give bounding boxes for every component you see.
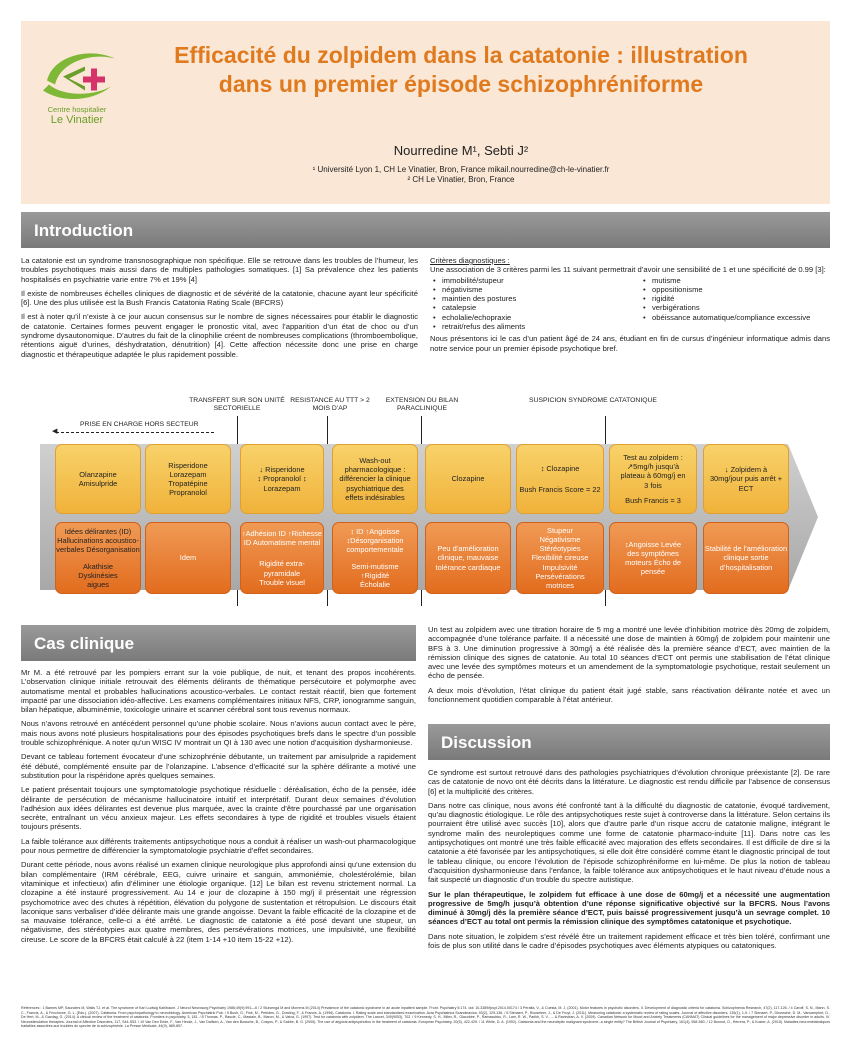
intro-paragraph: La catatonie est un syndrome transnosographique non spécifique. Elle se retrouve dans les troubles de l’humeur, les troubles psychotiques mais aussi dans de multiples pathologies somatiques. [1] Sa prévalence chez les patients hospitalisés en psychiatrie varie entre 7% et 19% [4]: [21, 256, 418, 284]
cas-paragraph: Un test au zolpidem avec une titration horaire de 5 mg a montré une levée d’inhibition motrice dès 20mg de zolpidem, accompagnée d’une tolérance parfaite. Il a nécessité une dose de maintien à 60mg/j de zolpidem pour maintenir une BFS à 3. Une diminution progressive à 30mg/j a été réalisée dès la première séance d’ECT, avec maintien de la rémission clinique des signes de catatonie. Au total 10 séances d’ECT ont permis une stabilisation de l’état clinique avec une levée des symptômes moteurs et un amendement de la symptomatologie psychotique, restait seulement un écho de pensée.: [428, 625, 830, 681]
symptom-box: [516, 522, 604, 594]
section-heading-cas-clinique: Cas clinique: [21, 625, 416, 661]
cas-paragraph: Le patient présentait toujours une symptomatologie psychotique résiduelle : déréalisation, écho de la pensée, idée délirante de persécution de mécanisme hallucinatoire intuitif et interprétatif. Durant deux semaines d’évolution l’adhésion aux idées délirantes est devenue plus marquée, avec la crainte d’être pourchassé par une organisation secrète, entraînant un vécu anxieux majeur. Les effets secondaires à type de rigidité et troubles visuels étaient toujours présents.: [21, 785, 416, 832]
treatment-text: Test au zolpidem : ↗5mg/h jusqu’à plateau à 60mg/j en 3 fois: [620, 452, 686, 490]
intro-paragraph: Il est à noter qu’il n’existe à ce jour aucun consensus sur le nombre de signes nécessaires pour établir le diagnostic de catatonie. Certaines formes peuvent engager le pronostic vital, avec l’apparition d’un état de choc ou d’un syndrome dysautonomique. D’autres du fait de la clinophilie créent de nombreuses complications (thromboembolique, rétentions aiguë d’urines, déshydratation, dénutrition) [4]. Cette affection nécessite donc une prise en charge diagnostic et thérapeutique adaptée le plus rapidement possible.: [21, 312, 418, 359]
authors: Nourredine M¹, Sebti J²: [393, 143, 529, 158]
prise-en-charge-label: PRISE EN CHARGE HORS SECTEUR: [80, 421, 199, 428]
treatment-text: ↓ Risperidone ↕ Propranolol ↕ Lorazepam: [257, 465, 307, 493]
affiliation-2: ² CH Le Vinatier, Bron, France: [407, 175, 515, 184]
poster-header: [21, 21, 830, 204]
criteria-list-right: [640, 276, 820, 332]
symptom-text: ↕ ID ↑Angoisse ↕Désorganisation comportementale: [346, 526, 404, 555]
criteria-item: • catalepsie: [430, 303, 640, 312]
timeline-label: TRANSFERT SUR SON UNITÉ SECTORIELLE: [189, 397, 285, 412]
criteria-item: • oppositionisme: [640, 285, 820, 294]
criteria-item: • retrait/refus des aliments: [430, 322, 640, 331]
symptom-text: Peu d’amélioration clinique, mauvaise tolérance cardiaque: [435, 544, 501, 572]
criteria-item: • verbigérations: [640, 303, 820, 312]
symptom-box: [703, 522, 789, 594]
cas-paragraph: Devant ce tableau fortement évocateur d’une schizophrénie débutante, un traitement par amisulpride a rapidement été débuté, complémenté ensuite par de l’olanzapine. L’absence d’efficacité sur la sphère délirante a motivé une substitution pour la rispéridone après quelques semaines.: [21, 752, 416, 780]
cas-paragraph: Nous n’avons retrouvé en antécédent personnel qu’une phobie scolaire. Nous n’avions aucun contact avec le père, mais nous avons noté plusieurs hospitalisations pour des épisodes psychotiques brefs dans le spectre d’un possible trouble schizophrénique. A noter qu’un WISC IV montrait un QI à 130 avec une notion d’acquisition dysharmonieuse.: [21, 719, 416, 748]
intro-text: [21, 256, 418, 364]
references: Références : 1 Barnes MP, Saunders M, Walls TJ, et al. The syndrome of Karl Ludwig Kahlbaum. J Neurol Neurosurg Psychiatry 1986;49(9):991—6 / 2 Stuivenga M and Morrens M (2014) Prevalence of the catatonic syndrome in an acute inpatient sample. Front. Psychiatry 5:174. doi: 10.3389/fpsyt.2014.00174 / 3 Peralta, V., & Cuesta, M. J. (2001). Motor features in psychotic disorders. II. Development of diagnostic criteria for catatonia. Schizophrenia Research, 47(2), 117-126. / 4 Caroff, S. N., Mann, S. C., Francis, A., & Fricchione, G. L. (Eds.). (2007). Catatonia: From psychopathology to neurobiology. American Psychiatric Pub. / 5 Bush, G., Fink, M., Petrides, G., Dowling, F., & Francis, A. (1996). Catatonia. I. Rating scale and standardized examination. Acta Psychiatrica Scandinavica, 93(2), 129-136. / 6 Sienaert, P., Rooseleer, J., & De Fruyt, J. (2011). Measuring catatonia: a systematic review of rating scales. Journal of affective disorders, 135(1), 1-9. / 7 Sienaert, P., Dhossche, D. M., Vancampfort, D., De Hert, M., & Gazdag, G. (2014). A clinical review of the treatment of catatonia. Frontiers in psychiatry, 5, 181. / 8 Thomas, P., Rascle, C., Mastain, B., Maron, M., & Vaiva, G. (1997). Test for catatonia with zolpidem. The Lancet, 349(9053), 702. / 9 Kennedy, S. H., Milev, R., Giacobbe, P., Ramasubbu, R., Lam, R. W., Parikh, S. V., ... & Ravindran, A. V. (2009). Canadian Network for Mood and Anxiety Treatments (CANMAT) Clinical guidelines for the management of major depressive disorder in adults. IV. Neurostimulation therapies. Journal of Affective Disorders, 117, S44-S53. / 10 Van Den Eede, F., Van Hecke, J., Van Dalfsen, A., Van den Bossche, B., Cosyns, P., & Sabbe, B. G. (2005). The use of atypical antipsychotics in the treatment of catatonia. European Psychiatry, 20(5), 422-429. / 11 White, D. A. (1992). Catatonia and the neuroleptic malignant syndrome--a single entity? The British Journal of Psychiatry, 161(4), 558-560. / 12 Bonnot, O., Herrera, P., & Kuster, A. (2015). Maladies neurométaboliques traitables associées aux troubles du spectre de la schizophrénie. La Presse Médicale, 44(9), 889-897.: [21, 1006, 830, 1029]
criteria-block: [430, 256, 830, 358]
symptom-text: Idées délirantes (ID) Hallucinations acoustico-verbales Désorganisation: [56, 526, 140, 555]
symptom-box: [240, 522, 324, 594]
dashed-arrow: ◀: [56, 432, 214, 433]
treatment-box: [425, 444, 511, 514]
criteria-item: • echolalie/echopraxie: [430, 313, 640, 322]
affiliations: [161, 165, 761, 185]
treatment-text: ↕ Clozapine: [540, 463, 580, 473]
discussion-paragraph: Dans notre cas clinique, nous avons été confronté tant à la difficulté du diagnostic de catatonie, évoqué tardivement, qu’au diagnostic étiologique. Le rôle des antipsychotiques reste sujet à controverse dans la littérature. Selon certains ils pourraient être utilisé avec succès [10], alors que d’autre parle d’un risque accru de catatonie maligne, intégrant le syndrome malin des neuroleptiques comme une forme de catatonie pharmaco-induite [11]. Dans notre cas les antipsychotiques ont montré une très faible efficacité avec majoration des effets secondaires. Il est difficile de dire si la catatonie a été favorisée par les antipsychotiques, si elle doit être considéré comme étant le diagnostic principal de tout le tableau clinique, ou encore l’évolution de l’épisode schizophréniforme en lui-même. De plus la notion de tableau d’acquisition dysharmonieuse dans l’enfance, la faible tolérance aux antipsychotiques et le haut niveau d’étude nous a fait suspecté un diagnostic d’un trouble du spectre autistique.: [428, 800, 830, 885]
prise-en-charge-arrow: [52, 421, 236, 435]
cas-paragraph: Durant cette période, nous avons réalisé un examen clinique neurologique plus approfondi ainsi qu’une extension du bilan complémentaire (IRM cérébrale, EEG, cuivre urinaire et sanguin, ammoniémie, cholestérolémie, bilan vitaminique et infectieux) afin d’éliminer une étiologie organique. [12] Le bilan est revenu strictement normal. La clozapine a été instauré progressivement. Au 14 e jour de clozapine à 150 mg/j il présentait une régression psychomotrice avec des chutes à répétition, élévation du polygone de sustentation et rétropulsion. Le discours était laconique sans verbaliser d’idée délirante mais une grande angoisse. Devant la faible efficacité de la clozapine et de sa mauvaise tolérance, celle-ci a été arrêté. Le diagnostic de catatonie a été posé devant une stupeur, un négativisme, des stéréotypies aux quatre membres, des persévérations motrices, une impulsivité, une flexibilité cireuse. Le score de la BFCRS était calculé à 22 (item 1-14 +10 item 15-22 +12).: [21, 860, 416, 944]
symptom-box: [55, 522, 141, 594]
criteria-title: Critères diagnostiques :: [430, 256, 510, 265]
criteria-item: • immobilité/stupeur: [430, 276, 640, 285]
discussion-paragraph-bold: Sur le plan thérapeutique, le zolpidem fut efficace à une dose de 60mg/j et a nécessité une augmentation progressive de 5mg/h jusqu’à obtention d’une réponse significative objectivé sur la BFCRS. Nous l’avons diminué à 30mg/j dès la première séance d’ECT, puis baissé progressivement jusqu’à un sevrage complet. 10 séances d’ECT au total ont permis la rémission clinique des symptômes catatonique et psychotique.: [428, 889, 830, 927]
poster-title: Efficacité du zolpidem dans la catatonie : illustration dans un premier épisode schizophréniforme: [174, 42, 748, 97]
treatment-text: Olanzapine Amisulpride: [78, 469, 118, 488]
treatment-box: [240, 444, 324, 514]
affiliation-1: ¹ Université Lyon 1, CH Le Vinatier, Bron, France mikail.nourredine@ch-le-vinatier.fr: [312, 165, 610, 174]
treatment-text: Clozapine: [451, 474, 485, 484]
symptom-box: [145, 522, 231, 594]
logo-line2: Le Vinatier: [50, 114, 104, 126]
criteria-intro: Une association de 3 critères parmi les 11 suivant permettrait d’avoir une sensibilité de 1 et une spécificité de 0.99 [3]:: [430, 265, 826, 275]
cas-clinique-text: [21, 668, 416, 949]
case-intro: Nous présentons ici le cas d’un patient âgé de 24 ans, étudiant en fin de cursus d’ingénieur informatique admis dans notre service pour un premier épisode psychotique bref.: [430, 334, 830, 353]
cas-paragraph: A deux mois d’évolution, l’état clinique du patient était jugé stable, sans réactivation délirante notée et avec un fonctionnement quotidien comparable à l’état antérieur.: [428, 685, 830, 705]
treatment-text: ↓ Zolpidem à 30mg/jour puis arrêt + ECT: [709, 465, 783, 493]
treatment-text: Bush Francis = 3: [625, 495, 681, 505]
criteria-item: • rigidité: [640, 294, 820, 303]
cas-paragraph: Mr M. a été retrouvé par les pompiers errant sur la voie publique, de nuit, et tenant des propos incohérents. L’observation clinique initiale retrouvait des éléments délirants de thématique persécutoire et polymorphe avec automatisme mental et probables hallucinations acoustico-verbales. Le contact restait réactif, bien que fortement impacté par une dissociation idéo-affective. Les examens complémentaires initiaux NFS, CRP, ionogramme sanguin, bilan hépatique, albuminémie, toxicologie urinaire et scanner cérébral sont tous revenus normaux.: [21, 668, 416, 715]
discussion-paragraph: Ce syndrome est surtout retrouvé dans des pathologies psychiatriques d’évolution chronique préexistante [2]. De rare cas de catatonie de novo ont été décrits dans la littérature. Le diagnostic est rendu difficile par l’absence de consensus [6] et la multiplicité des critères.: [428, 768, 830, 796]
timeline-label: SUSPICION SYNDROME CATATONIQUE: [529, 397, 657, 404]
criteria-item: • maintien des postures: [430, 294, 640, 303]
treatment-box: [55, 444, 141, 514]
timeline-label: EXTENSION DU BILAN PARACLINIQUE: [385, 397, 459, 412]
discussion-text: [428, 768, 830, 955]
treatment-text: Wash-out pharmacologique : différencier la clinique psychiatrique des effets indésirables: [339, 455, 411, 502]
symptom-text: ↑Adhésion ID ↑Richesse ID Automatisme mental: [241, 528, 323, 548]
cas-paragraph: La faible tolérance aux différents traitements antipsychotique nous a conduit à réaliser un wash-out pharmacologique pour nous permettre de différencier la symptomatologie psychiatrie d’effet secondaires.: [21, 836, 416, 856]
symptom-text: Stabilité de l’amélioration clinique sortie d’hospitalisation: [704, 544, 788, 572]
logo-text: [37, 105, 117, 126]
symptom-box: [425, 522, 511, 594]
discussion-paragraph: Dans note situation, le zolpidem s’est révélé être un traitement rapidement efficace et très bien toléré, confirmant une fois de plus son utilité dans le cadre d’épisodes psychotiques avec éléments atypiques ou catatoniques.: [428, 931, 830, 951]
treatment-box: [703, 444, 789, 514]
symptom-text: Rigidité extra-pyramidale Trouble visuel: [259, 559, 305, 587]
logo-line1: Centre hospitalier: [47, 105, 107, 114]
section-heading-discussion: Discussion: [428, 724, 830, 760]
symptom-text: ↕Angoisse Levée des symptômes moteurs Écho de pensée: [624, 539, 682, 577]
treatment-box: [332, 444, 418, 514]
intro-paragraph: Il existe de nombreuses échelles cliniques de diagnostic et de sévérité de la catatonie, chacune ayant leur spécificité [6]. Une des plus utilisée est la Bush Francis Catatonia Rating Scale (BFCRS): [21, 288, 418, 308]
symptom-text: Stupeur Négativisme Stéréotypies Flexibilité cireuse Impulsivité Persévérations motrices: [531, 525, 589, 590]
cas-clinique-text-right: [428, 625, 830, 709]
treatment-box: [145, 444, 231, 514]
criteria-item: • mutisme: [640, 276, 820, 285]
treatment-box: [516, 444, 604, 514]
symptom-box: [609, 522, 697, 594]
symptom-box: [332, 522, 418, 594]
criteria-item: • obéissance automatique/compliance excessive: [640, 313, 820, 322]
symptom-text: Idem: [179, 553, 197, 563]
treatment-box: [609, 444, 697, 514]
timeline-label: RESISTANCE AU TTT > 2 MOIS D’AP: [290, 397, 370, 412]
section-heading-introduction: Introduction: [21, 212, 830, 248]
criteria-item: • négativisme: [430, 285, 640, 294]
criteria-list-left: [430, 276, 640, 332]
treatment-text: Risperidone Lorazepam Tropatépine Propranolol: [168, 460, 208, 498]
symptom-text: Akathisie Dyskinésies aigues: [78, 561, 118, 590]
symptom-text: Semi-mutisme ↑Rigidité Écholalie: [351, 561, 399, 590]
treatment-text: Bush Francis Score = 22: [519, 485, 601, 494]
